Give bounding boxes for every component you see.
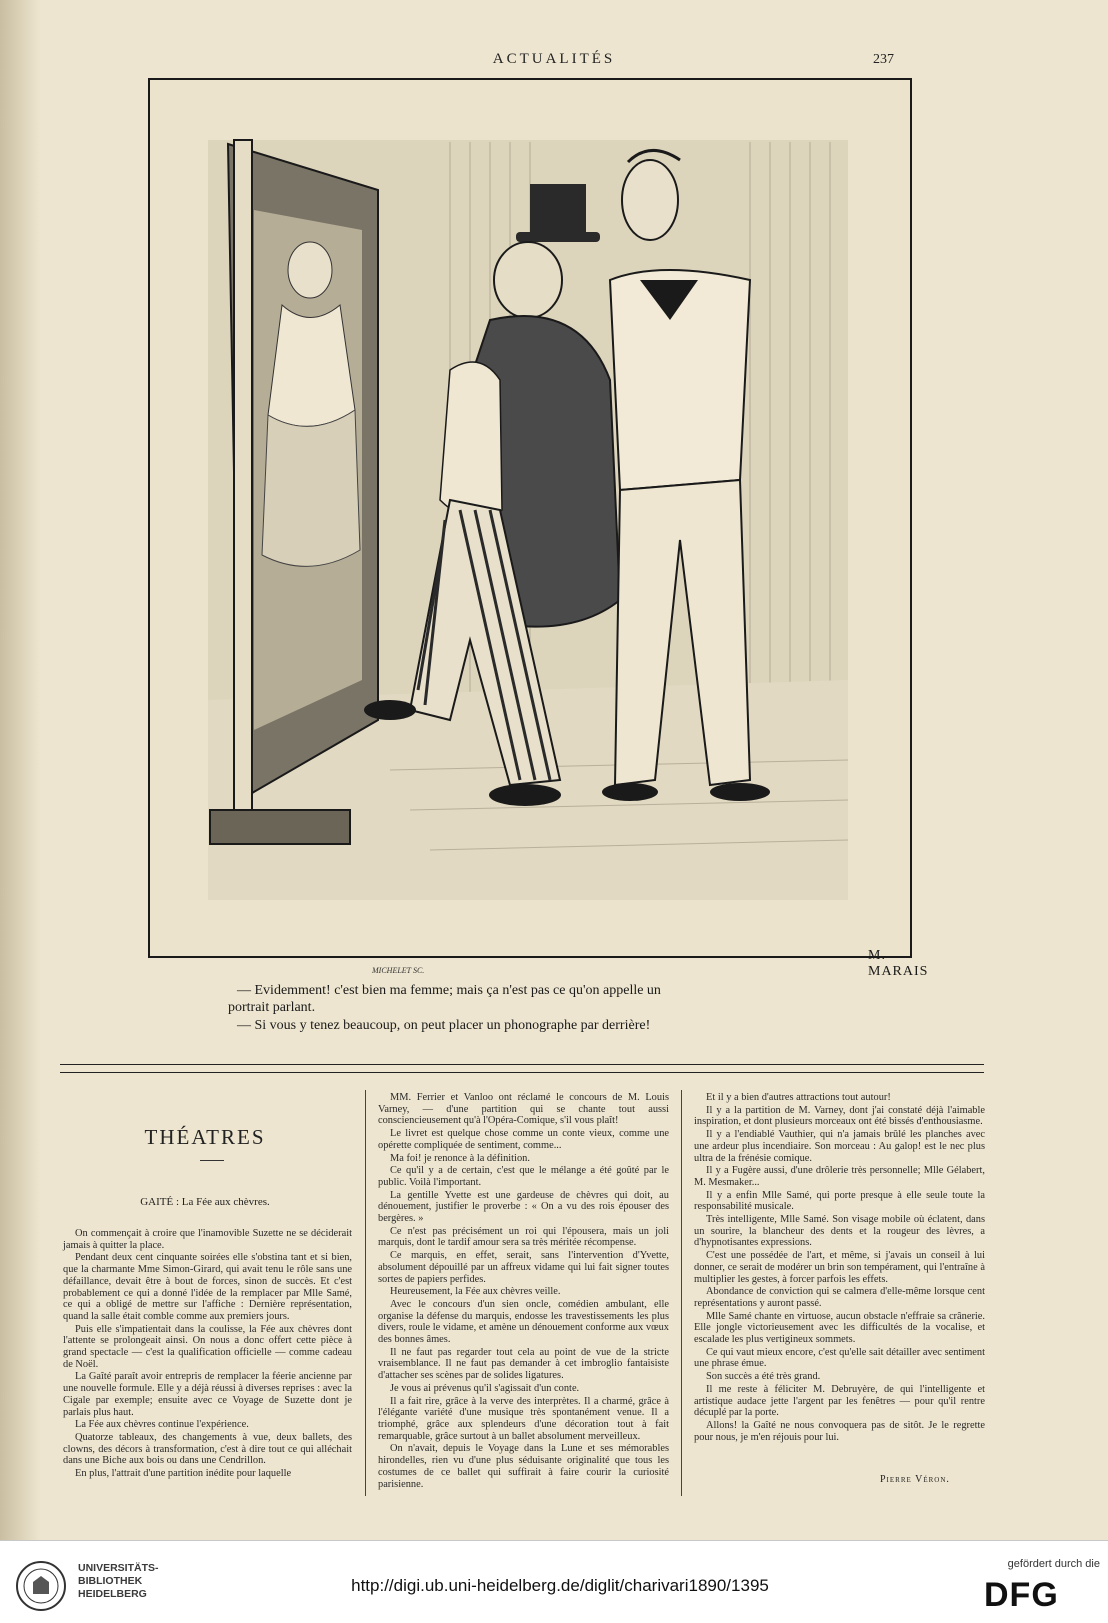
funded-by-text: gefördert durch die — [1007, 1558, 1100, 1570]
viewer-footer — [0, 1540, 1108, 1623]
paragraph: Allons! la Gaîté ne nous convoquera pas de sitôt. Je le regrette pour nous, je m'en réjouis pour lui. — [694, 1419, 985, 1443]
institution-name[interactable] — [78, 1562, 159, 1601]
column-divider — [365, 1090, 366, 1496]
footer-divider — [0, 1540, 1108, 1541]
binding-shadow — [0, 0, 40, 1540]
paragraph: La Fée aux chèvres continue l'expérience. — [75, 1419, 249, 1431]
caption-line-2: portrait parlant. — [228, 1000, 316, 1015]
article-column-3 — [694, 1092, 985, 1444]
paragraph: Ce qu'il y a de certain, c'est que le mélange a été goûté par le public. Voilà l'important. — [378, 1165, 669, 1188]
column-divider — [681, 1090, 682, 1496]
paragraph: Il y a Fugère aussi, d'une drôlerie très personnelle; Mlle Gélabert, M. Mesmaker... — [694, 1165, 985, 1188]
paragraph: La Gaîté paraît avoir entrepris de remplacer la féerie ancienne par une nouvelle formule. Elle y a déjà réussi à diverses reprises : avec la Cigale par exemple; ensuite avec ce Voyage de Suzette dont je parlais plus haut. — [63, 1371, 352, 1418]
paragraph: Il y a l'endiablé Vauthier, qui n'a jamais brûlé les planches avec une ardeur plus incendiaire. Son morceau : Au galop! est le nec plus ultra de la frénésie comique. — [694, 1129, 985, 1164]
paragraph: Je vous ai prévenus qu'il s'agissait d'un conte. — [390, 1382, 580, 1394]
paragraph: Il y a la partition de M. Varney, dont j'ai constaté déjà l'aimable inspiration, et dont plusieurs morceaux ont été bissés d'enthousiasme. — [694, 1104, 985, 1128]
paragraph: Avec le concours d'un sien oncle, comédien ambulant, elle organise la défense du marquis, endosse les travestissements les plus divers, roule le vidame, et amène un dénouement conforme aux vœux des bonnes âmes. — [378, 1298, 669, 1346]
university-seal-icon[interactable] — [15, 1560, 67, 1612]
caption-line-3: — Si vous y tenez beaucoup, on peut placer un phonographe par derrière! — [237, 1018, 651, 1033]
section-rule-bottom — [60, 1072, 984, 1073]
page-number: 237 — [873, 52, 894, 67]
engraver-credit: MICHELET SC. — [372, 966, 425, 975]
paragraph: Ce n'est pas précisément un roi qui l'épousera, mais un joli marquis, dont le tardif amour sera sa très méritée récompense. — [378, 1225, 669, 1249]
paragraph: Mlle Samé chante en virtuose, aucun obstacle n'effraie sa crânerie. Elle jongle victorieusement avec les difficultés de la vocalise, et escalade les plus vertigineux sommets. — [694, 1310, 985, 1346]
paragraph: Il a fait rire, grâce à la verve des interprètes. Il a charmé, grâce à l'élégante variété d'une musique très spontanément venue. Il a triomphé, grâce aux splendeurs d'une décoration tout à fait remarquable, grâce surtout à un ballet absolument merveilleux. — [378, 1395, 669, 1442]
article-column-2 — [378, 1092, 669, 1491]
institution-line: BIBLIOTHEK — [78, 1575, 143, 1587]
paragraph: Et il y a bien d'autres attractions tout autour! — [706, 1092, 891, 1103]
paragraph: On n'avait, depuis le Voyage dans la Lune et ses mémorables hirondelles, rien vu d'une plus séduisante originalité que tous les costumes de ce ballet qui suffirait à faire courir la curiosité parisienne. — [378, 1443, 669, 1490]
cartoon-illustration — [150, 80, 910, 956]
paragraph: Heureusement, la Fée aux chèvres veille. — [390, 1286, 561, 1298]
paragraph: Puis elle s'impatientait dans la coulisse, la Fée aux chèvres dont l'attente se prolongeait ainsi. On nous a donc offert cette pièce à grand spectacle — c'est la qualification officielle — comme cadeau de Noël. — [63, 1323, 352, 1370]
paragraph: Quatorze tableaux, des changements à vue, deux ballets, des clowns, des décors à transformation, c'est à dire tout ce qui alléchait dans une Biche aux bois ou dans une Cendrillon. — [63, 1431, 352, 1467]
caption-line-1: — Evidemment! c'est bien ma femme; mais ça n'est pas ce qu'on appelle un — [237, 983, 661, 998]
paragraph: Il me reste à féliciter M. Debruyère, de qui l'intelligente et artistique audace jette l'argent par les fenêtres — pour qu'il rentre décuplé par la porte. — [694, 1383, 985, 1419]
artist-signature: M. MARAIS — [868, 948, 929, 979]
paragraph: On commençait à croire que l'inamovible Suzette ne se déciderait jamais à quitter la place. — [63, 1228, 352, 1251]
paragraph: Ma foi! je renonce à la définition. — [390, 1152, 530, 1164]
paragraph: Pendant deux cent cinquante soirées elle s'obstina tant et si bien, que la charmante Mme Simon-Girard, qui avait tenu le rôle sans une défaillance, devait être à bout de forces, sinon de succès. Et c'est probablement ce qui a donné l'idée de la remplacer par Mlle Samé, ce qui a obligé de mettre sur l'affiche : Dernière représentation, quand la salle était comble comme aux premiers jours. — [63, 1252, 352, 1322]
paragraph: Ce marquis, en effet, serait, sans l'intervention d'Yvette, absolument dépouillé par un affreux vidame qui lui fait signer toutes sortes de papiers perfides. — [378, 1250, 669, 1285]
institution-line: HEIDELBERG — [78, 1588, 147, 1600]
paragraph: MM. Ferrier et Vanloo ont réclamé le concours de M. Louis Varney, — d'une partition qui se chante tout aussi consciencieusement qu'à l'Opéra-Comique, s'il vous plaît! — [378, 1092, 669, 1127]
illustration-frame — [148, 78, 929, 979]
paragraph: Il ne faut pas regarder tout cela au point de vue de la stricte vraisemblance. Il ne faut pas demander à cet imbroglio fantaisiste d'attacher ses scènes par de solides ligatures. — [378, 1346, 669, 1382]
paragraph: Il y a enfin Mlle Samé, qui porte presque à elle seule toute la responsabilité musicale. — [694, 1189, 985, 1213]
paragraph: Très intelligente, Mlle Samé. Son visage mobile où éclatent, dans un sourire, la blancheur des dents et la rougeur des lèvres, a d'hypnotisantes expressions. — [694, 1214, 985, 1249]
paragraph: Abondance de conviction qui se calmera d'elle-même lorsque cent représentations y auront passé. — [694, 1286, 985, 1309]
paragraph: C'est une possédée de l'art, et même, si j'avais un conseil à lui donner, ce serait de modérer un brin son tempérament, qui l'entraîne à multiplier les gestes, à forcer parfois les effets. — [694, 1250, 985, 1285]
article-column-1 — [63, 1228, 352, 1481]
dfg-logo[interactable]: DFG — [984, 1576, 1059, 1614]
section-rule-top — [60, 1064, 984, 1065]
institution-line: UNIVERSITÄTS- — [78, 1562, 159, 1574]
paragraph: Ce qui vaut mieux encore, c'est qu'elle sait détailler avec sentiment une phrase émue. — [694, 1346, 985, 1370]
paragraph: Le livret est quelque chose comme un conte vieux, comme une opérette compliquée de sentiment, comme... — [378, 1128, 669, 1151]
paragraph: En plus, l'attrait d'une partition inédite pour laquelle — [75, 1468, 292, 1480]
section-dash — [200, 1160, 224, 1161]
article-subheading: GAITÉ : La Fée aux chèvres. — [140, 1196, 270, 1208]
running-title: ACTUALITÉS — [492, 51, 616, 67]
paragraph: Son succès a été très grand. — [706, 1371, 821, 1383]
permalink-url[interactable]: http://digi.ub.uni-heidelberg.de/diglit/charivari1890/1395 — [351, 1576, 769, 1595]
paragraph: La gentille Yvette est une gardeuse de chèvres qui doit, au dénouement, justifier le proverbe : « On a vu des rois épouser des bergères. » — [378, 1189, 669, 1225]
section-title: THÉATRES — [144, 1125, 266, 1149]
article-author: Pierre Véron. — [880, 1474, 950, 1485]
